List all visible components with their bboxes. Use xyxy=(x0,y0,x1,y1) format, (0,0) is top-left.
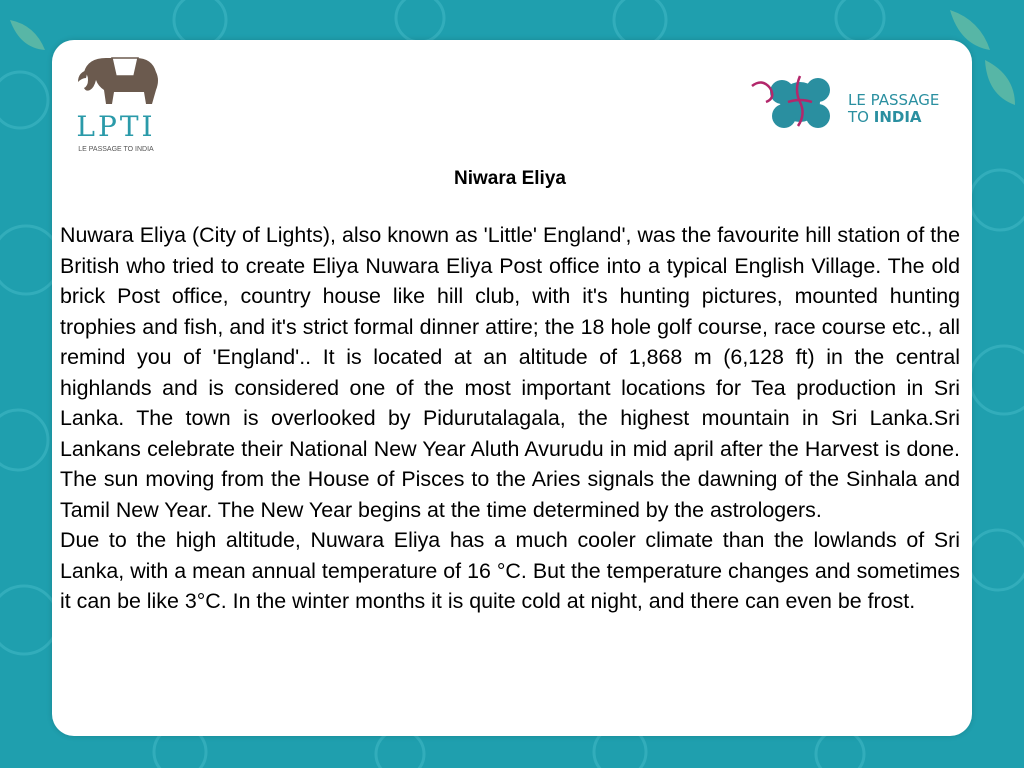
body-paragraph: Due to the high altitude, Nuwara Eliya has a much cooler climate than the lowlands of Sri Lanka, with a mean annual temperature of 16 °C. But the temperature changes and sometimes it can be like 3°C. In the winter months it is quite cold at night, and there can even be frost. xyxy=(60,528,960,613)
elephant-icon xyxy=(66,50,170,110)
slide-title: Niwara Eliya xyxy=(454,168,566,189)
flower-logo-icon xyxy=(748,66,848,138)
lpti-logo-tagline: LE PASSAGE TO INDIA xyxy=(78,146,154,153)
lpti-logo-text: LPTI xyxy=(76,110,156,143)
slide-body xyxy=(60,220,960,617)
brand-name-line1: LE PASSAGE xyxy=(848,91,940,109)
brand-name-prefix: TO xyxy=(848,108,874,126)
brand-name-line2 xyxy=(848,108,922,126)
brand-name-strong: INDIA xyxy=(873,108,922,126)
body-paragraph: Nuwara Eliya (City of Lights), also known as 'Little' England', was the favourite hill station of the British who tried to create Eliya Nuwara Eliya Post office into a typical English Village. The old brick Post office, country house like hill club, with it's hunting pictures, mounted hunting trophies and fish, and it's strict formal dinner attire; the 18 hole golf course, race course etc., all remind you of 'England'.. It is located at an altitude of 1,868 m (6,128 ft) in the central highlands and is considered one of the most important locations for Tea production in Sri Lanka. The town is overlooked by Pidurutalagala, the highest mountain in Sri Lanka.Sri Lankans celebrate their National New Year Aluth Avurudu in mid april after the Harvest is done. The sun moving from the House of Pisces to the Aries signals the dawning of the Sinhala and Tamil New Year. The New Year begins at the time determined by the astrologers. xyxy=(60,223,960,522)
